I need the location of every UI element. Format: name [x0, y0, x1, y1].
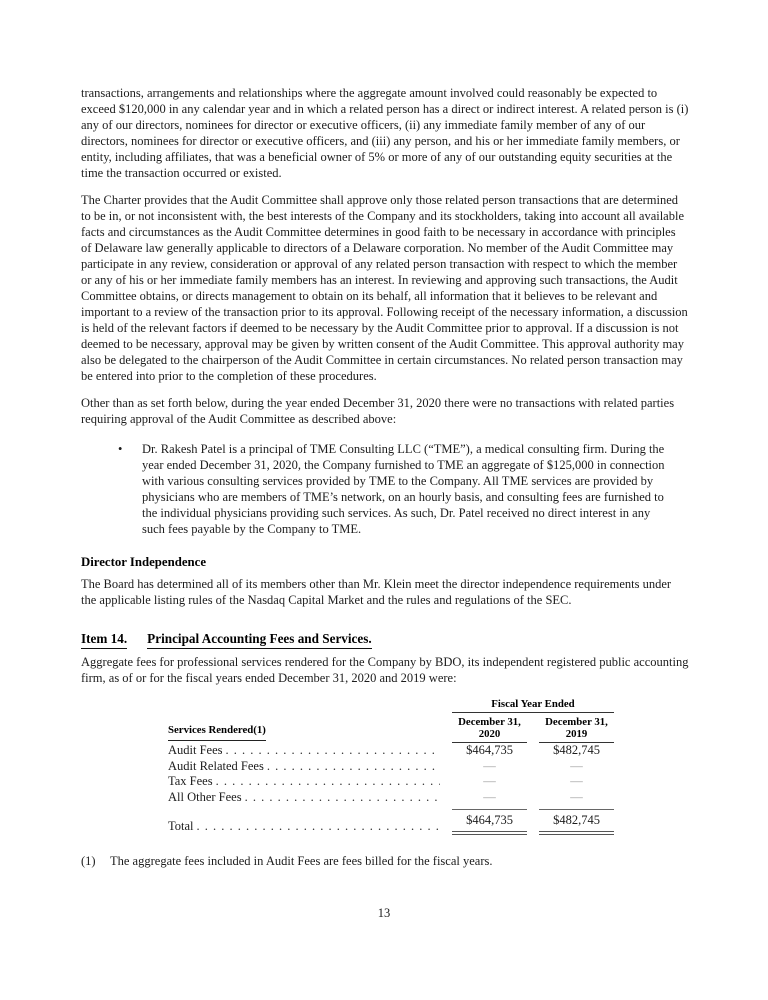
item14-title: Principal Accounting Fees and Services.	[147, 631, 372, 649]
total-2019: $482,745	[539, 813, 614, 835]
paragraph-other-than: Other than as set forth below, during the year ended December 31, 2020 there were no transactions with related parties requiring approval of the Audit Committee as described above:	[81, 396, 675, 426]
rule-above-total	[539, 805, 614, 810]
fees-table-column-header-row	[168, 713, 614, 743]
paragraph-related-person-intro: transactions, arrangements and relationships where the aggregate amount involved could reasonably be expected to exceed $120,000 in any calendar year and in which a related person has a direct or indirect interest. A related person is (i) any of our directors, nominees for director or executive officers, (ii) any immediate family member of any of our directors, nominees for director or executive officers, and (iii) any person, and his or her immediate family members, or entity, including affiliates, that was a beneficial owner of 5% or more of any of our outstanding equity securities at the time the transaction occurred or existed.	[81, 86, 689, 180]
table-separator-row	[168, 805, 614, 812]
table-row-audit-related-fees: Audit Related Fees . . . — —	[168, 759, 614, 775]
dot-leader	[213, 774, 440, 790]
paragraph-item14-intro: Aggregate fees for professional services rendered for the Company by BDO, its independent registered public accounting firm, as of or for the fiscal years ended December 31, 2020 and 2019 were:	[81, 655, 689, 685]
bullet-icon: •	[118, 442, 123, 456]
total-2020: $464,735	[452, 813, 527, 835]
fees-table	[168, 698, 614, 835]
footnote-text: The aggregate fees included in Audit Fees are fees billed for the fiscal years.	[110, 853, 493, 868]
page-number: 13	[377, 906, 391, 920]
dot-leader	[242, 790, 440, 806]
director-independence-heading: Director Independence	[81, 555, 206, 569]
column-header-2020: December 31, 2020	[452, 713, 527, 743]
dot-leader	[194, 819, 440, 835]
footnote-marker: (1)	[81, 853, 96, 868]
rule-above-total	[452, 805, 527, 810]
item14-label: Item 14.	[81, 631, 127, 649]
table-row-tax-fees: Tax Fees . . . — —	[168, 774, 614, 790]
dot-leader	[264, 759, 440, 775]
paragraph-charter-provides: The Charter provides that the Audit Committee shall approve only those related person transactions that are determined to be in, or not inconsistent with, the best interests of the Company and its stockholders, taking into account all available facts and circumstances as the Audit Committee determines in good faith to be necessary in accordance with principles of Delaware law generally applicable to directors of a Delaware corporation. No member of the Audit Committee may participate in any review, consideration or approval of any related person transaction with respect to which the member or any of his or her immediate family members has an interest. In reviewing and approving such transactions, the Audit Committee obtains, or directs management to obtain on its behalf, all information that it believes to be relevant and important to a review of the transaction prior to its approval. Following receipt of the necessary information, a discussion is held of the relevant factors if deemed to be necessary by the Audit Committee prior to approval. If a discussion is not deemed to be necessary, approval may be given by written consent of the Audit Committee. This approval authority may also be delegated to the chairperson of the Audit Committee in certain circumstances. No related person transaction may be entered into prior to the completion of these procedures.	[81, 193, 688, 383]
table-row-total: Total . . . $464,735 $482,745	[168, 813, 614, 835]
fiscal-year-ended-header: Fiscal Year Ended	[452, 698, 614, 713]
services-rendered-header: Services Rendered(1)	[168, 722, 440, 743]
page-content	[81, 85, 689, 869]
table-row-all-other-fees: All Other Fees . . . — —	[168, 790, 614, 806]
item14-heading	[81, 631, 689, 647]
bullet-text: Dr. Rakesh Patel is a principal of TME Consulting LLC (“TME”), a medical consulting firm. During the year ended December 31, 2020, the Company furnished to TME an aggregate of $125,000 in connection with various consulting services provided by TME to the Company. All TME services are provided by physicians who are members of TME’s network, on an hourly basis, and consulting fees are furnished to the individual physicians providing such services. As such, Dr. Patel received no direct interest in any such fees payable by the Company to TME.	[142, 442, 665, 536]
footnote-1	[81, 853, 689, 869]
paragraph-director-independence: The Board has determined all of its members other than Mr. Klein meet the director independence requirements under the applicable listing rules of the Nasdaq Capital Market and the rules and regulations of the SEC.	[81, 577, 672, 607]
dot-leader	[223, 743, 440, 759]
column-header-2019: December 31, 2019	[539, 713, 614, 743]
fees-table-group-header-row	[168, 698, 614, 713]
table-row-audit-fees: Audit Fees . . . $464,735 $482,745	[168, 743, 614, 759]
bullet-item-rakesh-patel	[118, 441, 666, 537]
